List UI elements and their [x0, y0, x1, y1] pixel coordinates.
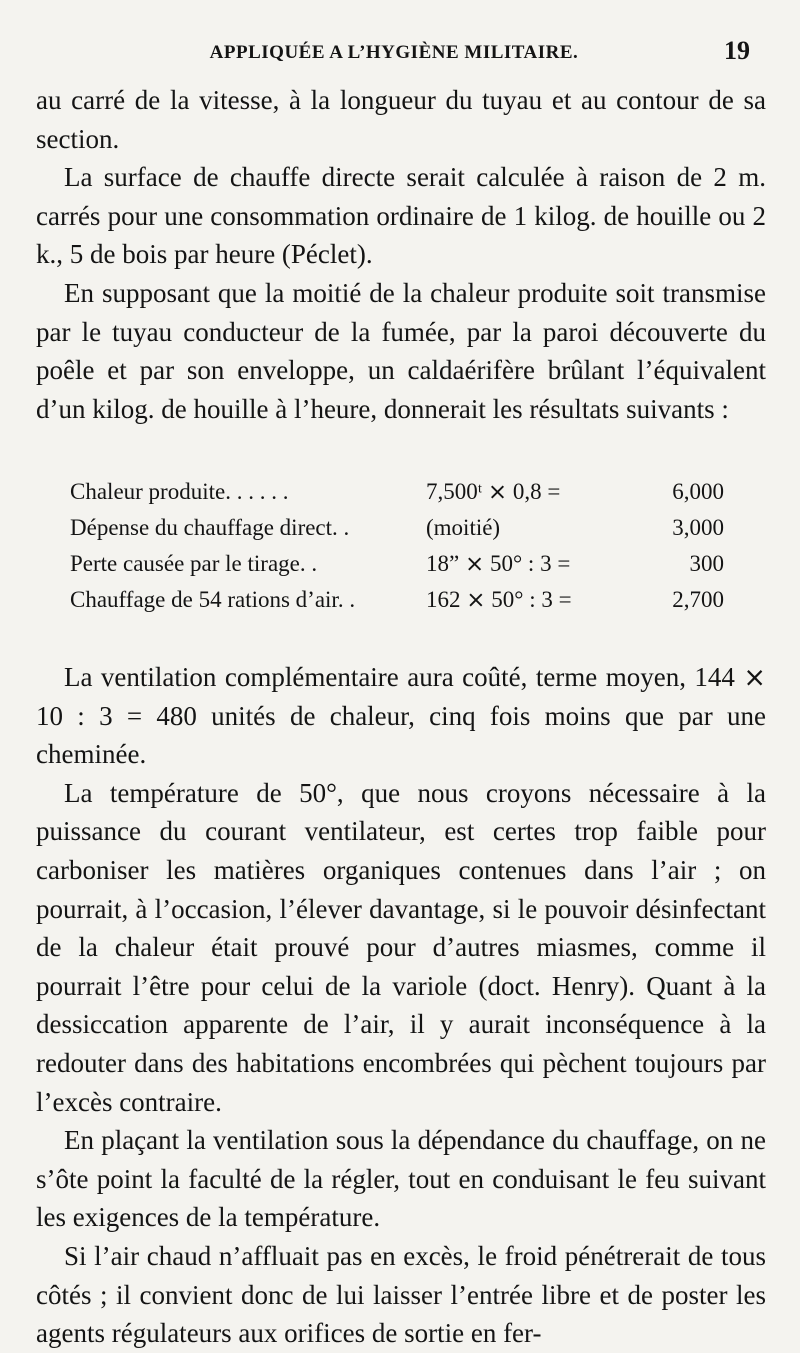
- paragraph: La ventilation complémentaire aura coûté, terme moyen, 144 ⨯ 10 : 3 = 480 unités de chaleur, cinq fois moins que par une cheminée.: [36, 662, 766, 770]
- row-expression: (moitié): [426, 515, 501, 540]
- text-block-top: [36, 81, 766, 428]
- row-expression: 18” ⨯ 50° : 3 =: [426, 551, 571, 576]
- paragraph: La température de 50°, que nous croyons nécessaire à la puissance du courant ventilateur, est certes trop faible pour carboniser les matières organiques contenues dans l’air ; on pourrait, à l’occasion, l’élever davantage, si le pouvoir désinfectant de la chaleur était prouvé pour d’autres miasmes, comme il pourrait l’être pour celui de la variole (doct. Henry). Quant à la dessiccation apparente de l’air, il y aurait inconséquence à la redouter dans des habitations encombrées qui pèchent toujours par l’excès contraire.: [36, 777, 766, 1117]
- table-row: [70, 587, 730, 623]
- page-header: [36, 38, 752, 74]
- row-result: 300: [689, 551, 724, 576]
- row-result: 2,700: [672, 587, 724, 612]
- row-result: 6,000: [672, 479, 724, 504]
- paragraph: Si l’air chaud n’affluait pas en excès, le froid pénétrerait de tous côtés ; il convient donc de lui laisser l’entrée libre et de poster les agents régulateurs aux orifices de sortie en fer-: [36, 1240, 766, 1349]
- table-row: [70, 515, 730, 551]
- paragraph: En supposant que la moitié de la chaleur produite soit transmise par le tuyau conducteur de la fumée, par la paroi découverte du poêle et par son enveloppe, un caldaérifère brûlant l’équivalent d’un kilog. de houille à l’heure, donnerait les résultats suivants :: [36, 277, 766, 424]
- table-row: [70, 479, 730, 515]
- row-expression: 7,500ᵗ ⨯ 0,8 =: [426, 479, 561, 504]
- heat-table: [70, 479, 730, 623]
- row-label: Dépense du chauffage direct. .: [70, 515, 350, 540]
- running-title: APPLIQUÉE A L’HYGIÈNE MILITAIRE.: [209, 42, 579, 63]
- row-label: Chaleur produite. . . . . .: [70, 479, 289, 504]
- row-label: Chauffage de 54 rations d’air. .: [70, 587, 356, 612]
- table-row: [70, 551, 730, 587]
- row-result: 3,000: [672, 515, 724, 540]
- row-expression: 162 ⨯ 50° : 3 =: [426, 587, 572, 612]
- paragraph: au carré de la vitesse, à la longueur du tuyau et au contour de sa section.: [36, 85, 766, 154]
- paragraph: En plaçant la ventilation sous la dépendance du chauffage, on ne s’ôte point la faculté de la régler, tout en conduisant le feu suivant les exigences de la température.: [36, 1125, 766, 1233]
- row-label: Perte causée par le tirage. .: [70, 551, 318, 576]
- paragraph: La surface de chauffe directe serait calculée à raison de 2 m. carrés pour une consommation ordinaire de 1 kilog. de houille ou 2 k., 5 de bois par heure (Péclet).: [36, 162, 766, 270]
- page-number: 19: [724, 36, 750, 65]
- text-block-bottom: [36, 658, 766, 1353]
